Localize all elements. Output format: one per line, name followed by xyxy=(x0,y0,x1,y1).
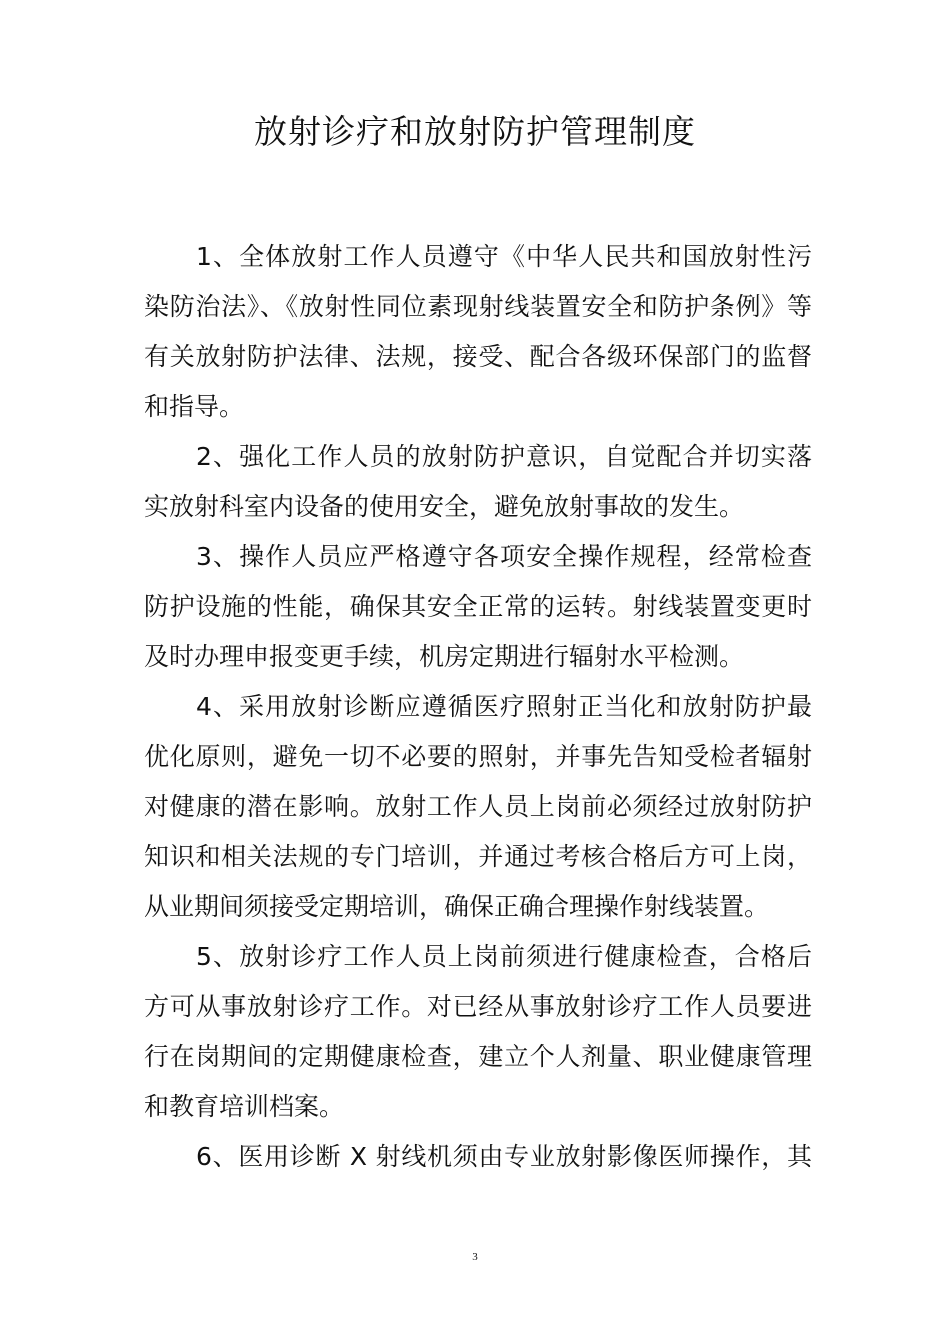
document-title: 放射诊疗和放射防护管理制度 xyxy=(254,112,696,151)
paragraph-line: 行在岗期间的定期健康检查，建立个人剂量、职业健康管理 xyxy=(144,1042,812,1071)
paragraph-line: 防护设施的性能，确保其安全正常的运转。射线装置变更时 xyxy=(144,592,812,621)
document-body xyxy=(144,232,812,1182)
paragraph-line: 4、采用放射诊断应遵循医疗照射正当化和放射防护最 xyxy=(196,692,812,721)
paragraph-line: 从业期间须接受定期培训，确保正确合理操作射线装置。 xyxy=(144,892,770,921)
paragraph-line: 知识和相关法规的专门培训，并通过考核合格后方可上岗， xyxy=(144,842,812,871)
paragraph-line: 有关放射防护法律、法规，接受、配合各级环保部门的监督 xyxy=(144,342,812,371)
paragraph-line: 实放射科室内设备的使用安全，避免放射事故的发生。 xyxy=(144,492,745,521)
paragraph-line: 及时办理申报变更手续，机房定期进行辐射水平检测。 xyxy=(144,642,745,671)
paragraph-line: 优化原则，避免一切不必要的照射，并事先告知受检者辐射 xyxy=(144,742,812,771)
paragraph-line: 方可从事放射诊疗工作。对已经从事放射诊疗工作人员要进 xyxy=(144,992,812,1021)
page-number: 3 xyxy=(472,1251,478,1263)
paragraph-line: 对健康的潜在影响。放射工作人员上岗前必须经过放射防护 xyxy=(144,792,812,821)
paragraph-line: 和指导。 xyxy=(144,392,245,421)
paragraph-line: 1、全体放射工作人员遵守《中华人民共和国放射性污 xyxy=(196,242,812,271)
paragraph-line: 5、放射诊疗工作人员上岗前须进行健康检查，合格后 xyxy=(196,942,812,971)
paragraph-line: 和教育培训档案。 xyxy=(144,1092,345,1121)
paragraph-line: 染防治法》、《放射性同位素现射线装置安全和防护条例》等 xyxy=(144,292,812,321)
paragraph-line: 6、医用诊断 X 射线机须由专业放射影像医师操作，其 xyxy=(196,1142,812,1171)
paragraph-line: 3、操作人员应严格遵守各项安全操作规程，经常检查 xyxy=(196,542,812,571)
paragraph-line: 2、强化工作人员的放射防护意识，自觉配合并切实落 xyxy=(196,442,812,471)
